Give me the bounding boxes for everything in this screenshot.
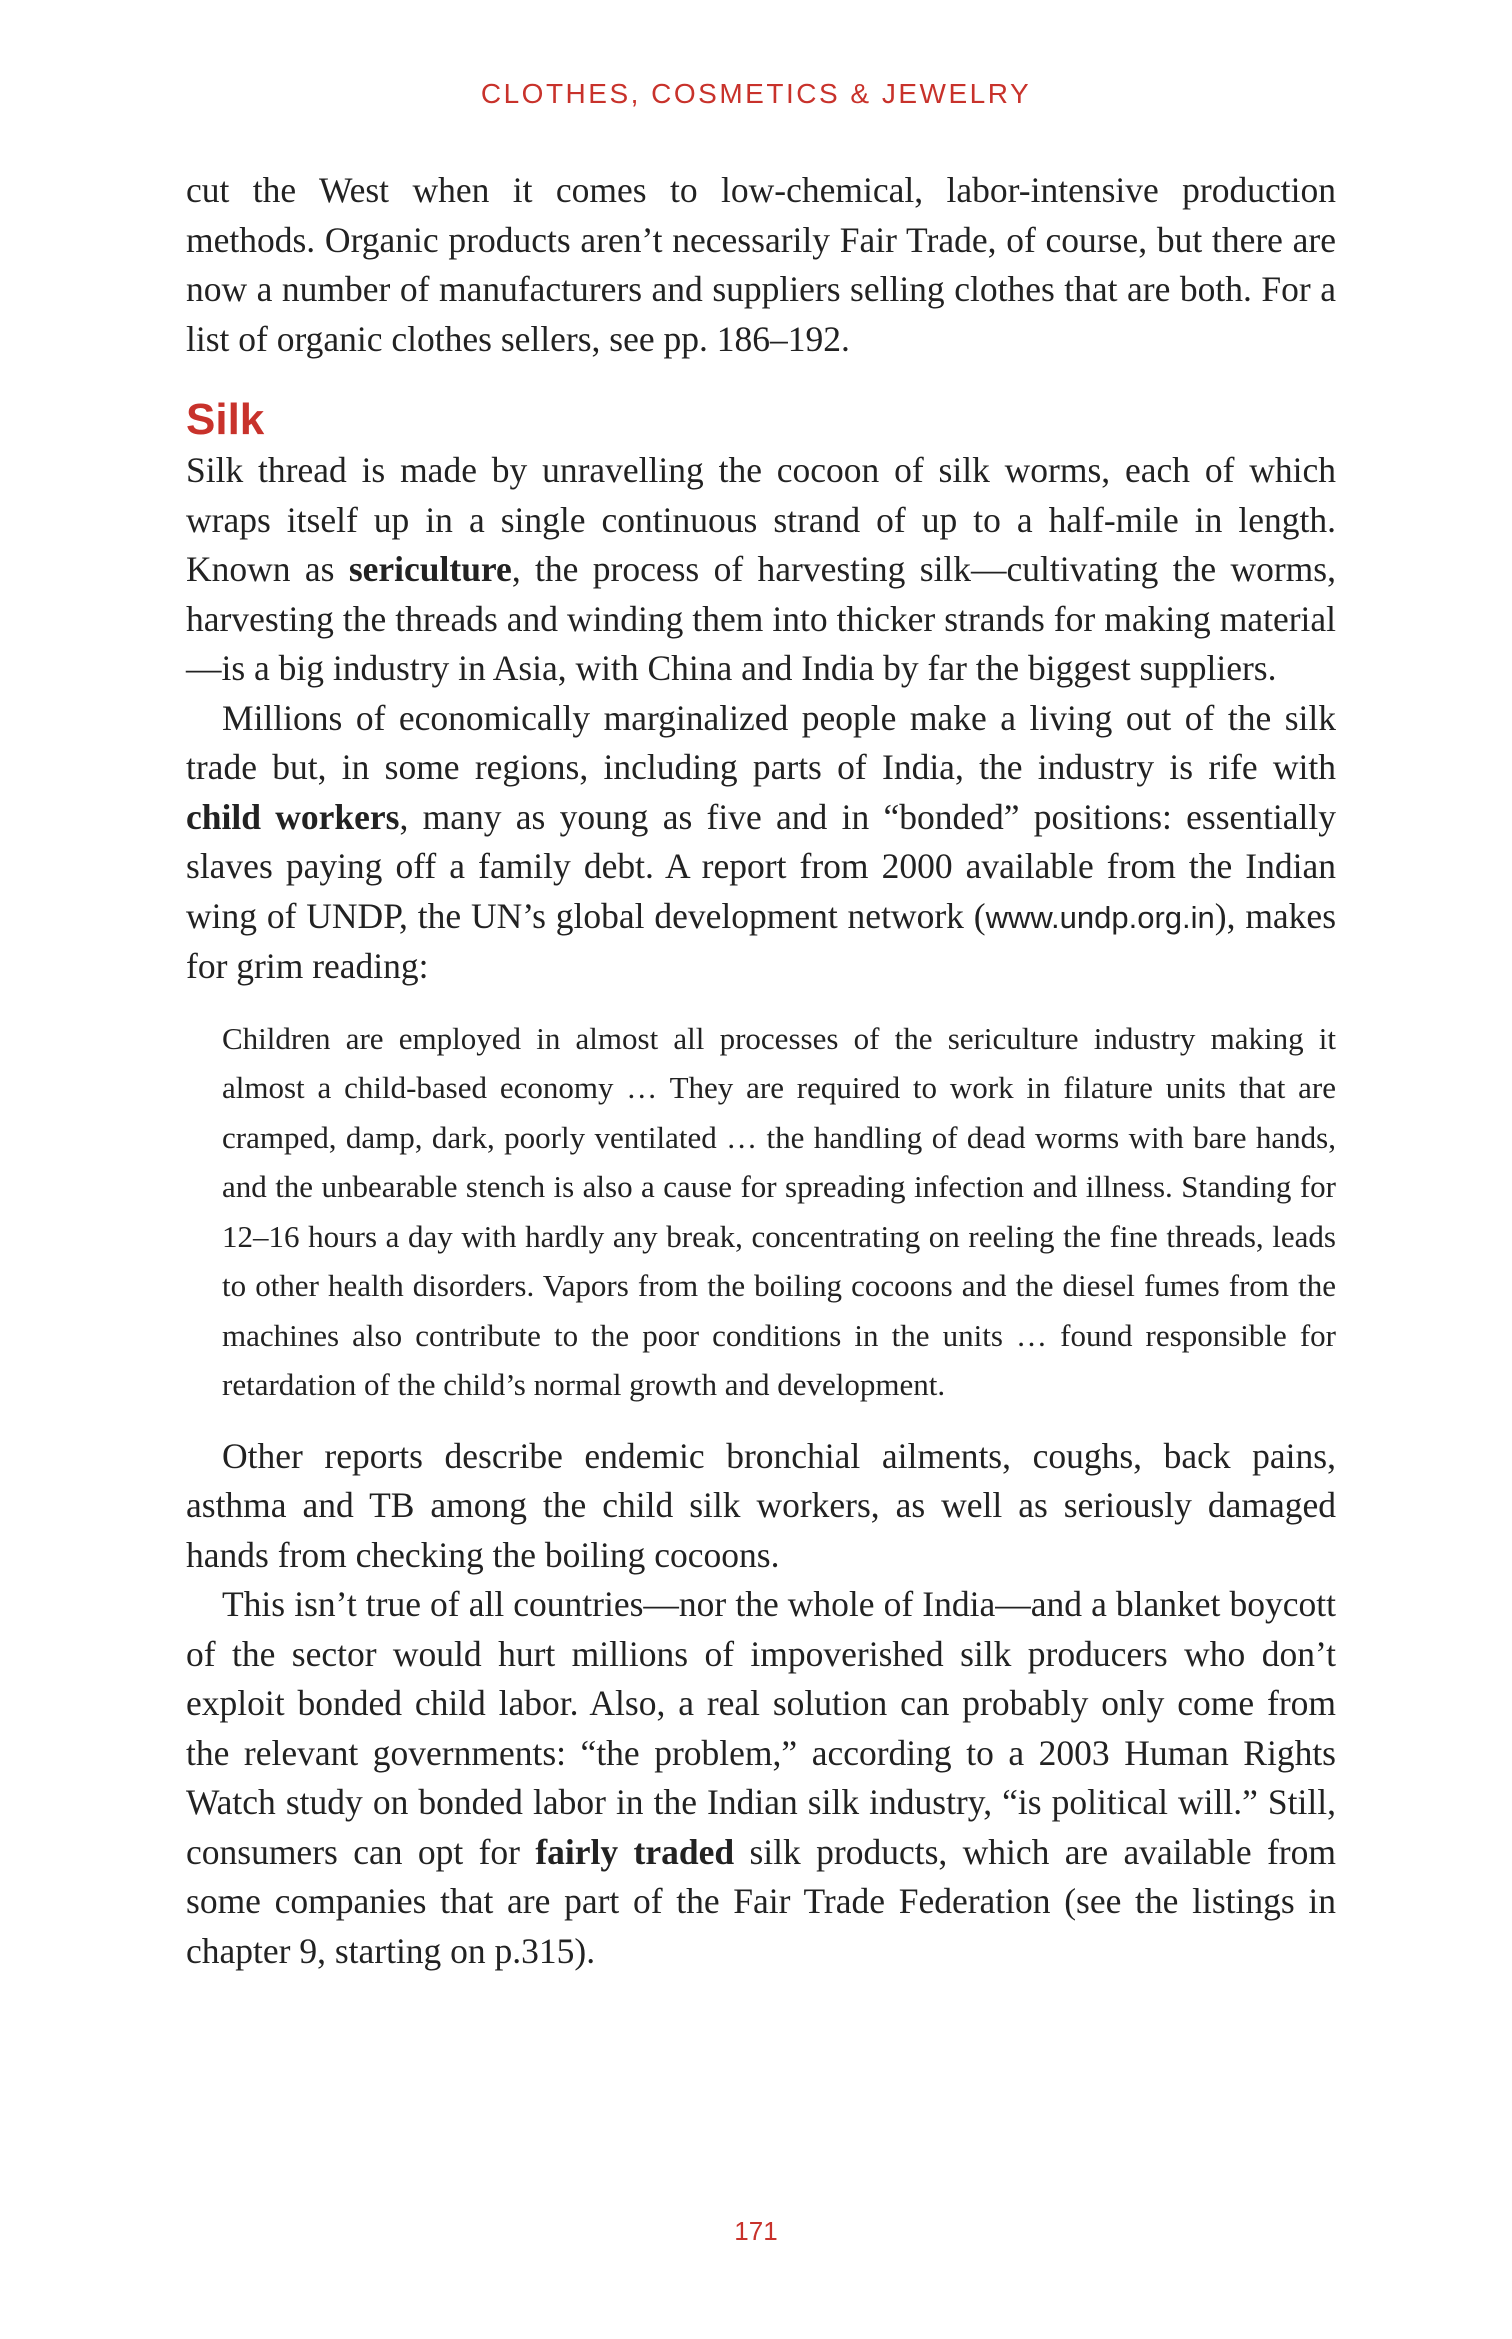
intro-text: cut the West when it comes to low-chemical, labor-intensive production methods. Organic products aren’t necessarily Fair Trade, of course, but there are now a number of manufacturers and suppliers selling clothes that are both. For a list of organic clothes sellers, see pp. 186–192. <box>186 170 1336 359</box>
silk-paragraph-1 <box>186 446 1336 694</box>
silk-p4-text-after: silk products, which are available from some companies that are part of the Fair Trade Federation (see the listings in chapter 9, starting on p.315). <box>186 1831 1336 1971</box>
page-body <box>186 166 1336 1976</box>
silk-paragraph-4 <box>186 1580 1336 1976</box>
silk-paragraph-3 <box>186 1432 1336 1581</box>
term-child-workers: child workers <box>186 796 400 837</box>
running-head: CLOTHES, COSMETICS & JEWELRY <box>480 78 1032 109</box>
silk-p2-text-before: Millions of economically marginalized people make a living out of the silk trade but, in some regions, including parts of India, the industry is rife with <box>186 697 1336 787</box>
silk-p2-text-middle: , many as young as five and in “bonded” positions: essentially slaves paying off a family debt. A report from 2000 available from the Indian wing of UNDP, the UN’s global development network ( <box>186 796 1337 936</box>
page-number: 171 <box>734 2216 778 2246</box>
silk-p1-text-after: , the process of harvesting silk—cultivating the worms, harvesting the threads and winding them into thicker strands for making material—is a big industry in Asia, with China and India by far the biggest suppliers. <box>186 549 1336 688</box>
silk-paragraph-2 <box>186 694 1336 992</box>
silk-p1-text-before: Silk thread is made by unravelling the cocoon of silk worms, each of which wraps itself up in a single continuous strand of up to a half-mile in length. Known as <box>186 450 1336 589</box>
term-fairly-traded: fairly traded <box>535 1831 735 1872</box>
undp-report-quote: Children are employed in almost all processes of the sericulture industry making it almost a child-based economy … They are required to work in filature units that are cramped, damp, dark, poorly ventilated … the handling of dead worms with bare hands, and the unbearable stench is also a cause for spreading infection and illness. Standing for 12–16 hours a day with hardly any break, concentrating on reeling the fine threads, leads to other health disorders. Vapors from the boiling cocoons and the diesel fumes from the machines also contribute to the poor conditions in the units … found responsible for retardation of the child’s normal growth and development. <box>222 1020 1336 1402</box>
undp-url-link[interactable]: www.undp.org.in <box>985 899 1215 935</box>
term-sericulture: sericulture <box>348 549 512 589</box>
section-heading-silk: Silk <box>186 395 265 444</box>
silk-p2-text-after: ), makes for grim reading: <box>186 895 1337 986</box>
intro-paragraph <box>186 166 1336 364</box>
silk-p4-text-before: This isn’t true of all countries—nor the whole of India—and a blanket boycott of the sector would hurt millions of impoverished silk producers who don’t exploit bonded child labor. Also, a real solution can probably only come from the relevant governments: “the problem,” according to a 2003 Human Rights Watch study on bonded labor in the Indian silk industry, “is political will.” Still, consumers can opt for <box>186 1584 1336 1872</box>
silk-p3-text: Other reports describe endemic bronchial ailments, coughs, back pains, asthma and TB among the child silk workers, as well as seriously damaged hands from checking the boiling cocoons. <box>186 1435 1336 1575</box>
